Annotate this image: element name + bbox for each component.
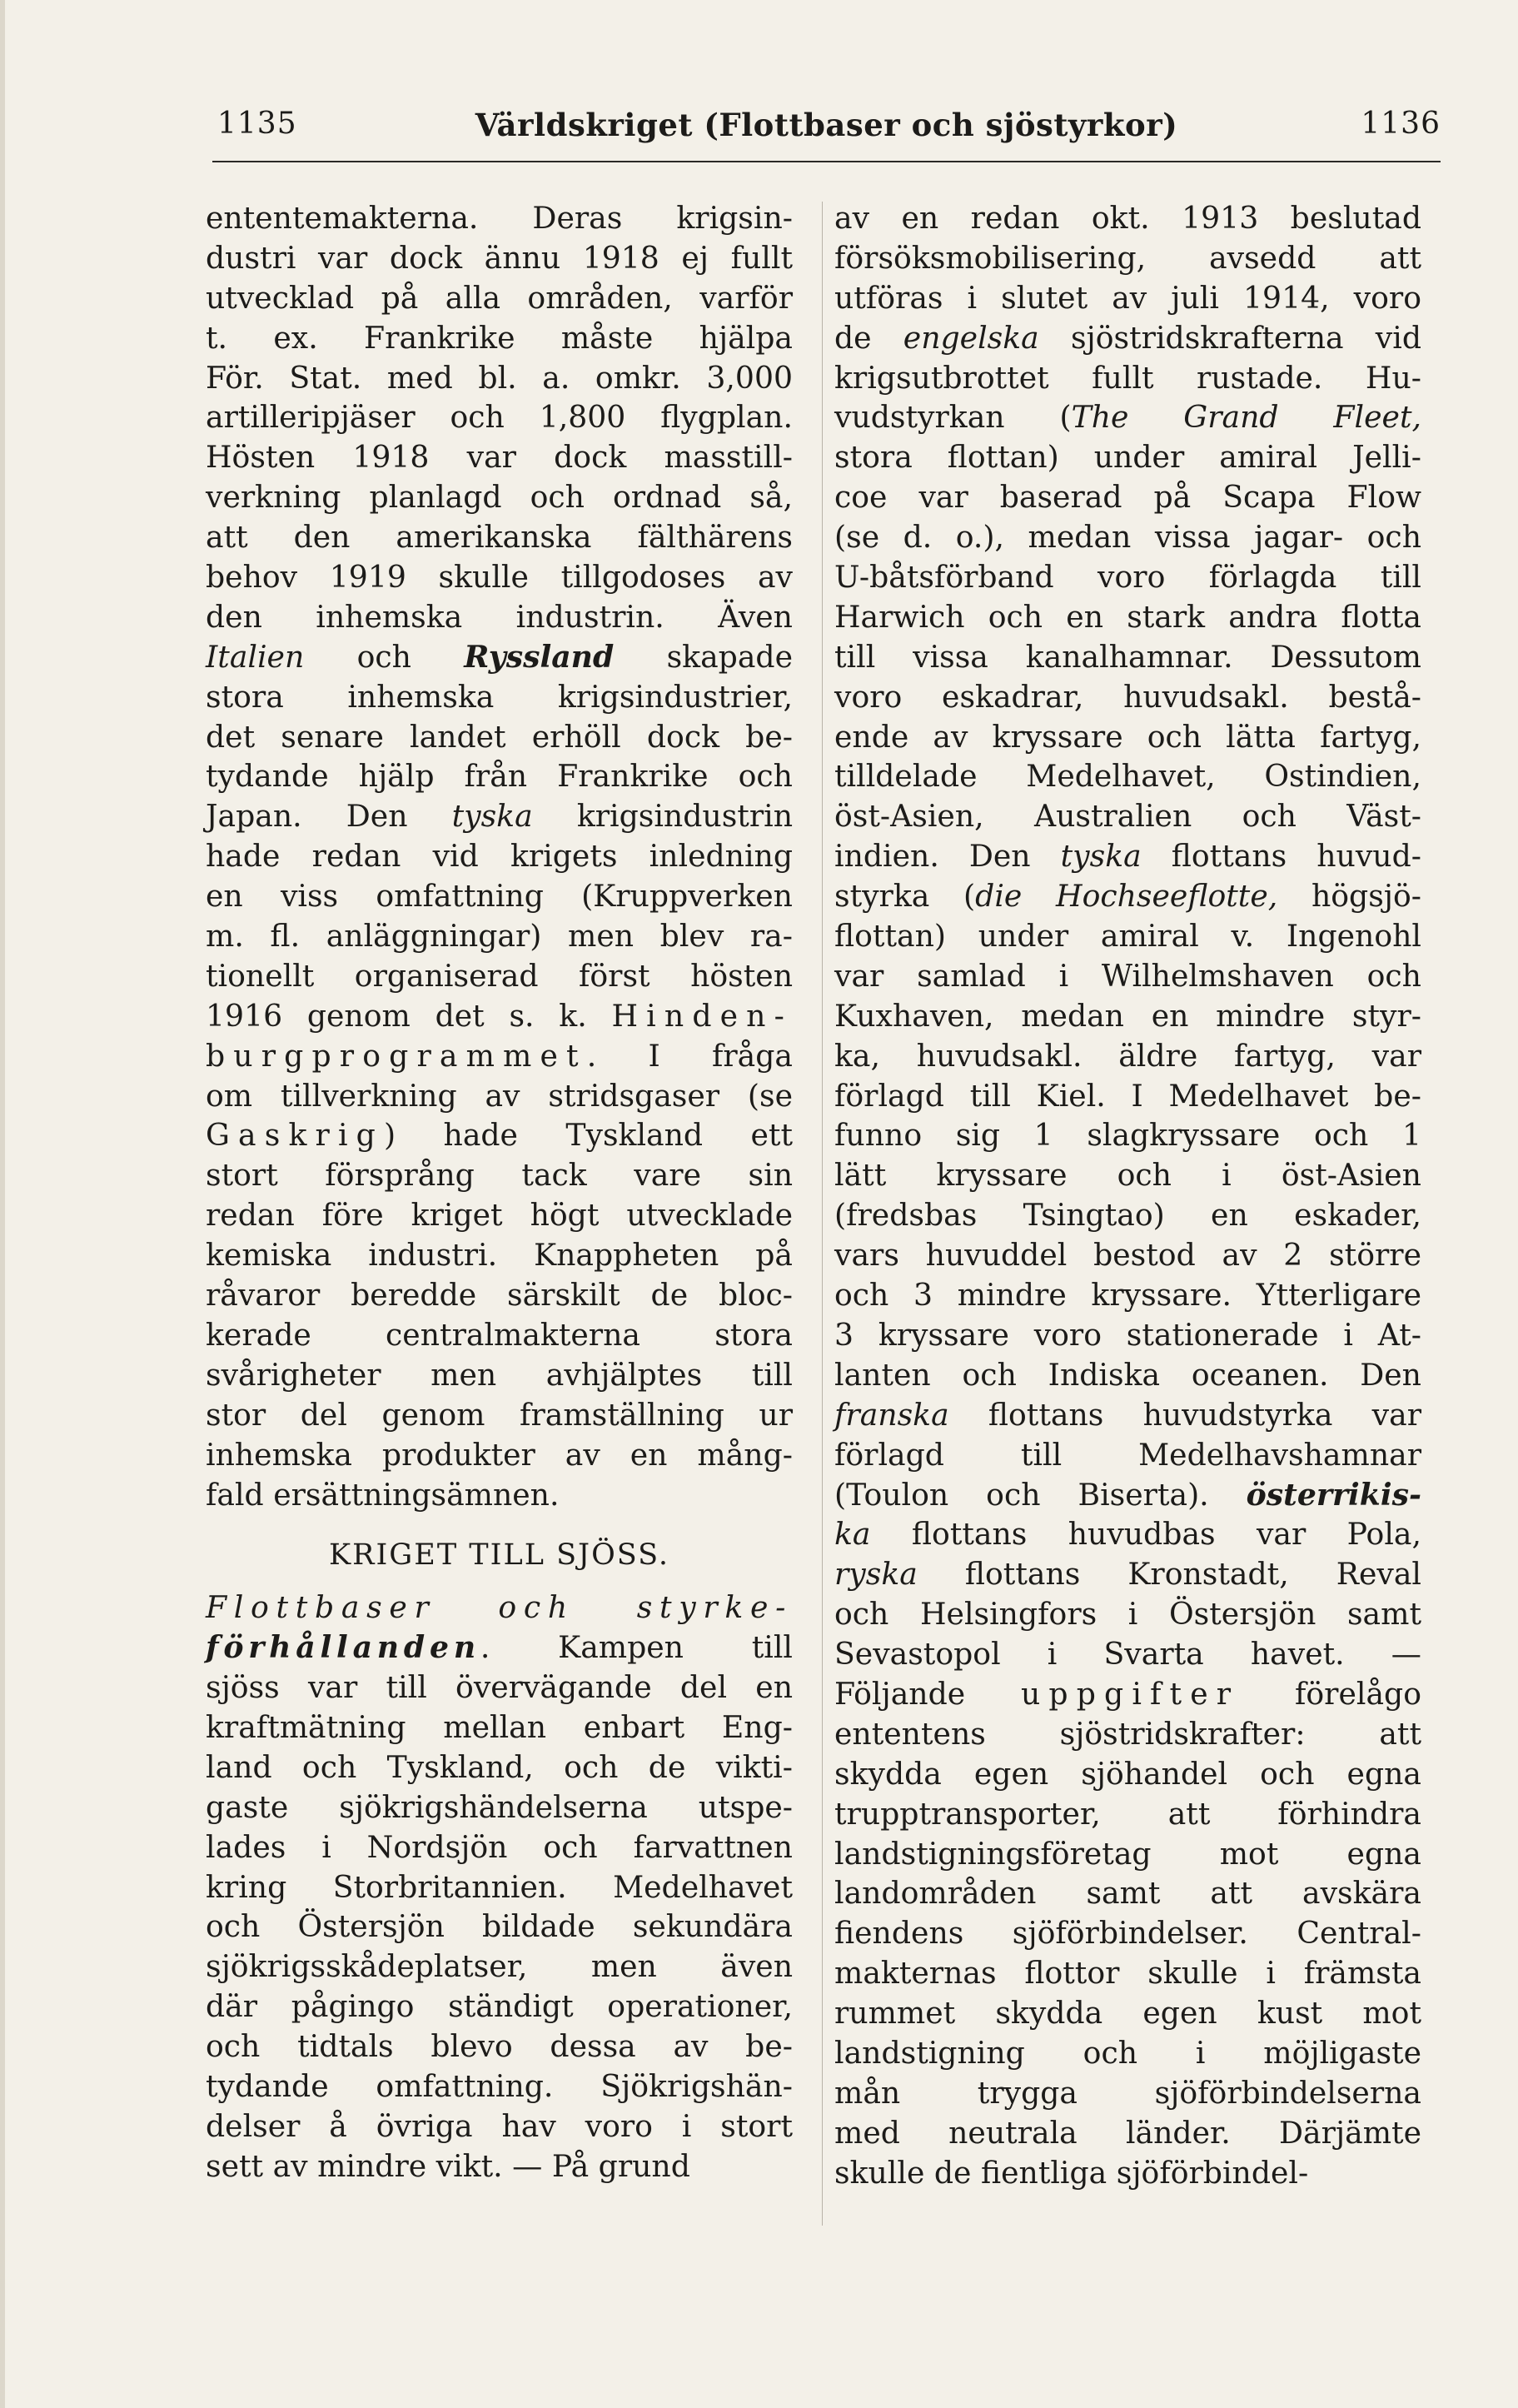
running-header	[212, 98, 1441, 165]
text-line	[206, 996, 793, 1036]
text-line	[834, 318, 1421, 358]
emphasized-term: tyska	[1060, 838, 1142, 875]
text-line	[834, 1554, 1421, 1594]
column-left	[206, 198, 793, 2186]
text-segment: flottans huvud-	[1141, 838, 1421, 875]
emphasized-term: burgprogrammet	[206, 1037, 587, 1074]
text-segment: ) hade Tyskland ett	[383, 1117, 793, 1154]
text-line: land och Tyskland, och de vikti-	[206, 1748, 793, 1785]
text-line: delser å övriga hav voro i stort	[206, 2107, 793, 2144]
text-line: kring Storbritannien. Medelhavet	[206, 1868, 793, 1905]
text-segment: de	[834, 319, 903, 356]
text-segment: (Toulon och Biserta).	[834, 1476, 1247, 1513]
text-segment: Japan. Den	[206, 798, 452, 835]
text-line	[834, 1395, 1421, 1435]
text-line: funno sig 1 slagkryssare och 1	[834, 1117, 1421, 1154]
text-line: gaste sjökrigshändelserna utspe-	[206, 1788, 793, 1825]
text-line: om tillverkning av stridsgaser (se	[206, 1077, 793, 1114]
emphasized-term: engelska	[903, 319, 1039, 356]
text-segment: flottans huvudstyrka var	[948, 1396, 1421, 1433]
page-number-right: 1136	[1361, 107, 1441, 141]
text-line: skulle de fientliga sjöförbindel-	[834, 2154, 1309, 2191]
emphasized-term: ryska	[834, 1556, 918, 1593]
text-line: vars huvuddel bestod av 2 större	[834, 1237, 1421, 1274]
text-line: förlagd till Medelhavshamnar	[834, 1436, 1421, 1473]
text-line: krigsutbrottet fullt rustade. Hu-	[834, 359, 1421, 396]
section-heading: KRIGET TILL SJÖSS.	[328, 1538, 669, 1573]
text-line: försöksmobilisering, avsedd att	[834, 239, 1421, 276]
text-line: råvaror beredde särskilt de bloc-	[206, 1277, 793, 1314]
text-line: lanten och Indiska oceanen. Den	[834, 1356, 1421, 1393]
text-line	[206, 796, 793, 836]
emphasized-term: tyska	[451, 798, 533, 835]
text-segment: flottans huvudbas var Pola,	[870, 1516, 1421, 1553]
text-line: sjökrigsskådeplatser, men även	[206, 1948, 793, 1985]
text-line: med neutrala länder. Därjämte	[834, 2114, 1421, 2151]
text-line: Hösten 1918 var dock masstill-	[206, 439, 793, 476]
text-line: U-båtsförband voro förlagda till	[834, 559, 1421, 596]
emphasized-term: uppgifter	[1020, 1675, 1240, 1712]
text-line: svårigheter men avhjälptes till	[206, 1356, 793, 1393]
text-line: landstigning och i möjligaste	[834, 2034, 1421, 2071]
text-line: och 3 mindre kryssare. Ytterligare	[834, 1277, 1421, 1314]
text-line: 3 kryssare voro stationerade i At-	[834, 1316, 1421, 1353]
text-line: stora inhemska krigsindustrier,	[206, 678, 793, 715]
emphasized-term: The Grand Fleet,	[1071, 399, 1421, 436]
text-segment: högsjö-	[1277, 878, 1422, 915]
text-segment: förelågo	[1239, 1675, 1421, 1712]
text-line: det senare landet erhöll dock be-	[206, 718, 793, 755]
text-line: tionellt organiserad först hösten	[206, 957, 793, 994]
text-line	[206, 1036, 793, 1076]
emphasized-term: förhållanden	[206, 1629, 480, 1666]
text-line: kemiska industri. Knappheten på	[206, 1237, 793, 1274]
text-line: (fredsbas Tsingtao) en eskader,	[834, 1197, 1421, 1234]
text-segment: 1916 genom det s. k.	[206, 997, 612, 1034]
text-line: sett av mindre vikt. — På grund	[206, 2147, 690, 2184]
text-line: tilldelade Medelhavet, Ostindien,	[834, 758, 1421, 795]
text-line: fiendens sjöförbindelser. Central-	[834, 1915, 1421, 1952]
text-segment: vudstyrkan (	[834, 399, 1072, 436]
text-line: till vissa kanalhamnar. Dessutom	[834, 638, 1421, 675]
text-line: av en redan okt. 1913 beslutad	[834, 200, 1421, 236]
header-rule	[212, 161, 1441, 162]
text-line: kerade centralmakterna stora	[206, 1316, 793, 1353]
text-line: fald ersättningsämnen.	[206, 1476, 560, 1513]
text-line: landstigningsföretag mot egna	[834, 1835, 1421, 1872]
emphasized-term: franska	[834, 1396, 949, 1433]
text-line: artilleripjäser och 1,800 flygplan.	[206, 399, 793, 436]
text-line: öst-Asien, Australien och Väst-	[834, 798, 1421, 835]
text-segment: sjöstridskrafterna vid	[1038, 319, 1421, 356]
right-body	[834, 198, 1421, 2193]
text-line: förlagd till Kiel. I Medelhavet be-	[834, 1077, 1421, 1114]
emphasized-term: die Hochseeflotte,	[975, 878, 1278, 915]
text-segment: och	[304, 638, 465, 675]
text-line: mån trygga sjöförbindelserna	[834, 2074, 1421, 2111]
text-line: och Helsingfors i Östersjön samt	[834, 1596, 1421, 1633]
text-line	[834, 397, 1421, 437]
left-body-continued	[206, 1588, 793, 2186]
text-line: tydande hjälp från Frankrike och	[206, 758, 793, 795]
text-line: stor del genom framställning ur	[206, 1396, 793, 1433]
text-line: skydda egen sjöhandel och egna	[834, 1755, 1421, 1792]
text-line: Sevastopol i Svarta havet. —	[834, 1636, 1421, 1673]
text-line: hade redan vid krigets inledning	[206, 838, 793, 875]
text-line	[206, 1628, 793, 1668]
page-number-left: 1135	[217, 107, 297, 141]
text-line: dustri var dock ännu 1918 ej fullt	[206, 239, 793, 276]
text-line: m. fl. anläggningar) men blev ra-	[206, 918, 793, 955]
column-right	[834, 198, 1421, 2193]
text-segment: krigsindustrin	[532, 798, 793, 835]
text-line: ka, huvudsakl. äldre fartyg, var	[834, 1037, 1421, 1074]
text-segment: skapade	[614, 638, 793, 675]
text-line: lades i Nordsjön och farvattnen	[206, 1828, 793, 1865]
text-line: makternas flottor skulle i främsta	[834, 1955, 1421, 1992]
emphasized-term: ka	[834, 1516, 871, 1553]
text-line: stort försprång tack vare sin	[206, 1157, 793, 1194]
text-line: ende av kryssare och lätta fartyg,	[834, 718, 1421, 755]
text-segment: flottans Kronstadt, Reval	[917, 1556, 1421, 1593]
text-line	[834, 1514, 1421, 1554]
text-line	[834, 876, 1421, 916]
text-line: tydande omfattning. Sjökrigshän-	[206, 2067, 793, 2104]
text-segment: Följande	[834, 1675, 1021, 1712]
text-line: den inhemska industrin. Även	[206, 598, 793, 635]
text-line: ententens sjöstridskrafter: att	[834, 1715, 1421, 1752]
text-line: voro eskadrar, huvudsakl. bestå-	[834, 678, 1421, 715]
text-segment: indien. Den	[834, 838, 1061, 875]
text-line: utföras i slutet av juli 1914, voro	[834, 279, 1421, 316]
text-line: redan före kriget högt utvecklade	[206, 1197, 793, 1234]
text-line: För. Stat. med bl. a. omkr. 3,000	[206, 359, 793, 396]
text-line: där pågingo ständigt operationer,	[206, 1988, 793, 2025]
text-line: (se d. o.), medan vissa jagar- och	[834, 519, 1421, 556]
emphasized-term: Italien	[206, 638, 305, 675]
text-line: coe var baserad på Scapa Flow	[834, 479, 1421, 516]
text-line: inhemska produkter av en mång-	[206, 1436, 793, 1473]
text-line: Harwich och en stark andra flotta	[834, 598, 1421, 635]
text-line: landområden samt att avskära	[834, 1875, 1421, 1912]
text-line: sjöss var till övervägande del en	[206, 1669, 793, 1706]
text-line	[834, 1475, 1421, 1515]
text-line: och tidtals blevo dessa av be-	[206, 2028, 793, 2065]
emphasized-term: österrikis-	[1246, 1476, 1421, 1513]
text-line: var samlad i Wilhelmshaven och	[834, 957, 1421, 994]
running-title: Världskriget (Flottbaser och sjöstyrkor)	[475, 107, 1178, 143]
text-line	[206, 1115, 793, 1155]
text-line: lätt kryssare och i öst-Asien	[834, 1157, 1421, 1194]
text-line	[206, 637, 793, 677]
text-line	[206, 1588, 793, 1628]
text-line: en viss omfattning (Kruppverken	[206, 878, 793, 915]
page-edge	[0, 0, 5, 2408]
text-line: stora flottan) under amiral Jelli-	[834, 439, 1421, 476]
left-body	[206, 198, 793, 1514]
emphasized-term: Ryssland	[464, 638, 615, 675]
text-segment: . I fråga	[586, 1037, 793, 1074]
text-line: flottan) under amiral v. Ingenohl	[834, 918, 1421, 955]
text-segment: . Kampen till	[480, 1629, 793, 1666]
text-line: Kuxhaven, medan en mindre styr-	[834, 997, 1421, 1034]
text-line: ententemakterna. Deras krigsin-	[206, 200, 793, 236]
column-divider	[822, 202, 823, 2226]
text-line: utvecklad på alla områden, varför	[206, 279, 793, 316]
emphasized-term: Gaskrig	[206, 1117, 384, 1154]
emphasized-term: Flottbaser och styrke-	[206, 1589, 793, 1626]
emphasized-term: Hinden-	[611, 997, 793, 1034]
text-line: verkning planlagd och ordnad så,	[206, 479, 793, 516]
text-line: trupptransporter, att förhindra	[834, 1795, 1421, 1832]
text-line	[834, 836, 1421, 876]
text-line: att den amerikanska fälthärens	[206, 519, 793, 556]
text-segment: styrka (	[834, 878, 976, 915]
text-line: behov 1919 skulle tillgodoses av	[206, 559, 793, 596]
text-line: och Östersjön bildade sekundära	[206, 1908, 793, 1945]
text-line: kraftmätning mellan enbart Eng-	[206, 1708, 793, 1745]
text-line	[834, 1674, 1421, 1714]
text-line: t. ex. Frankrike måste hjälpa	[206, 319, 793, 356]
text-line: rummet skydda egen kust mot	[834, 1995, 1421, 2032]
